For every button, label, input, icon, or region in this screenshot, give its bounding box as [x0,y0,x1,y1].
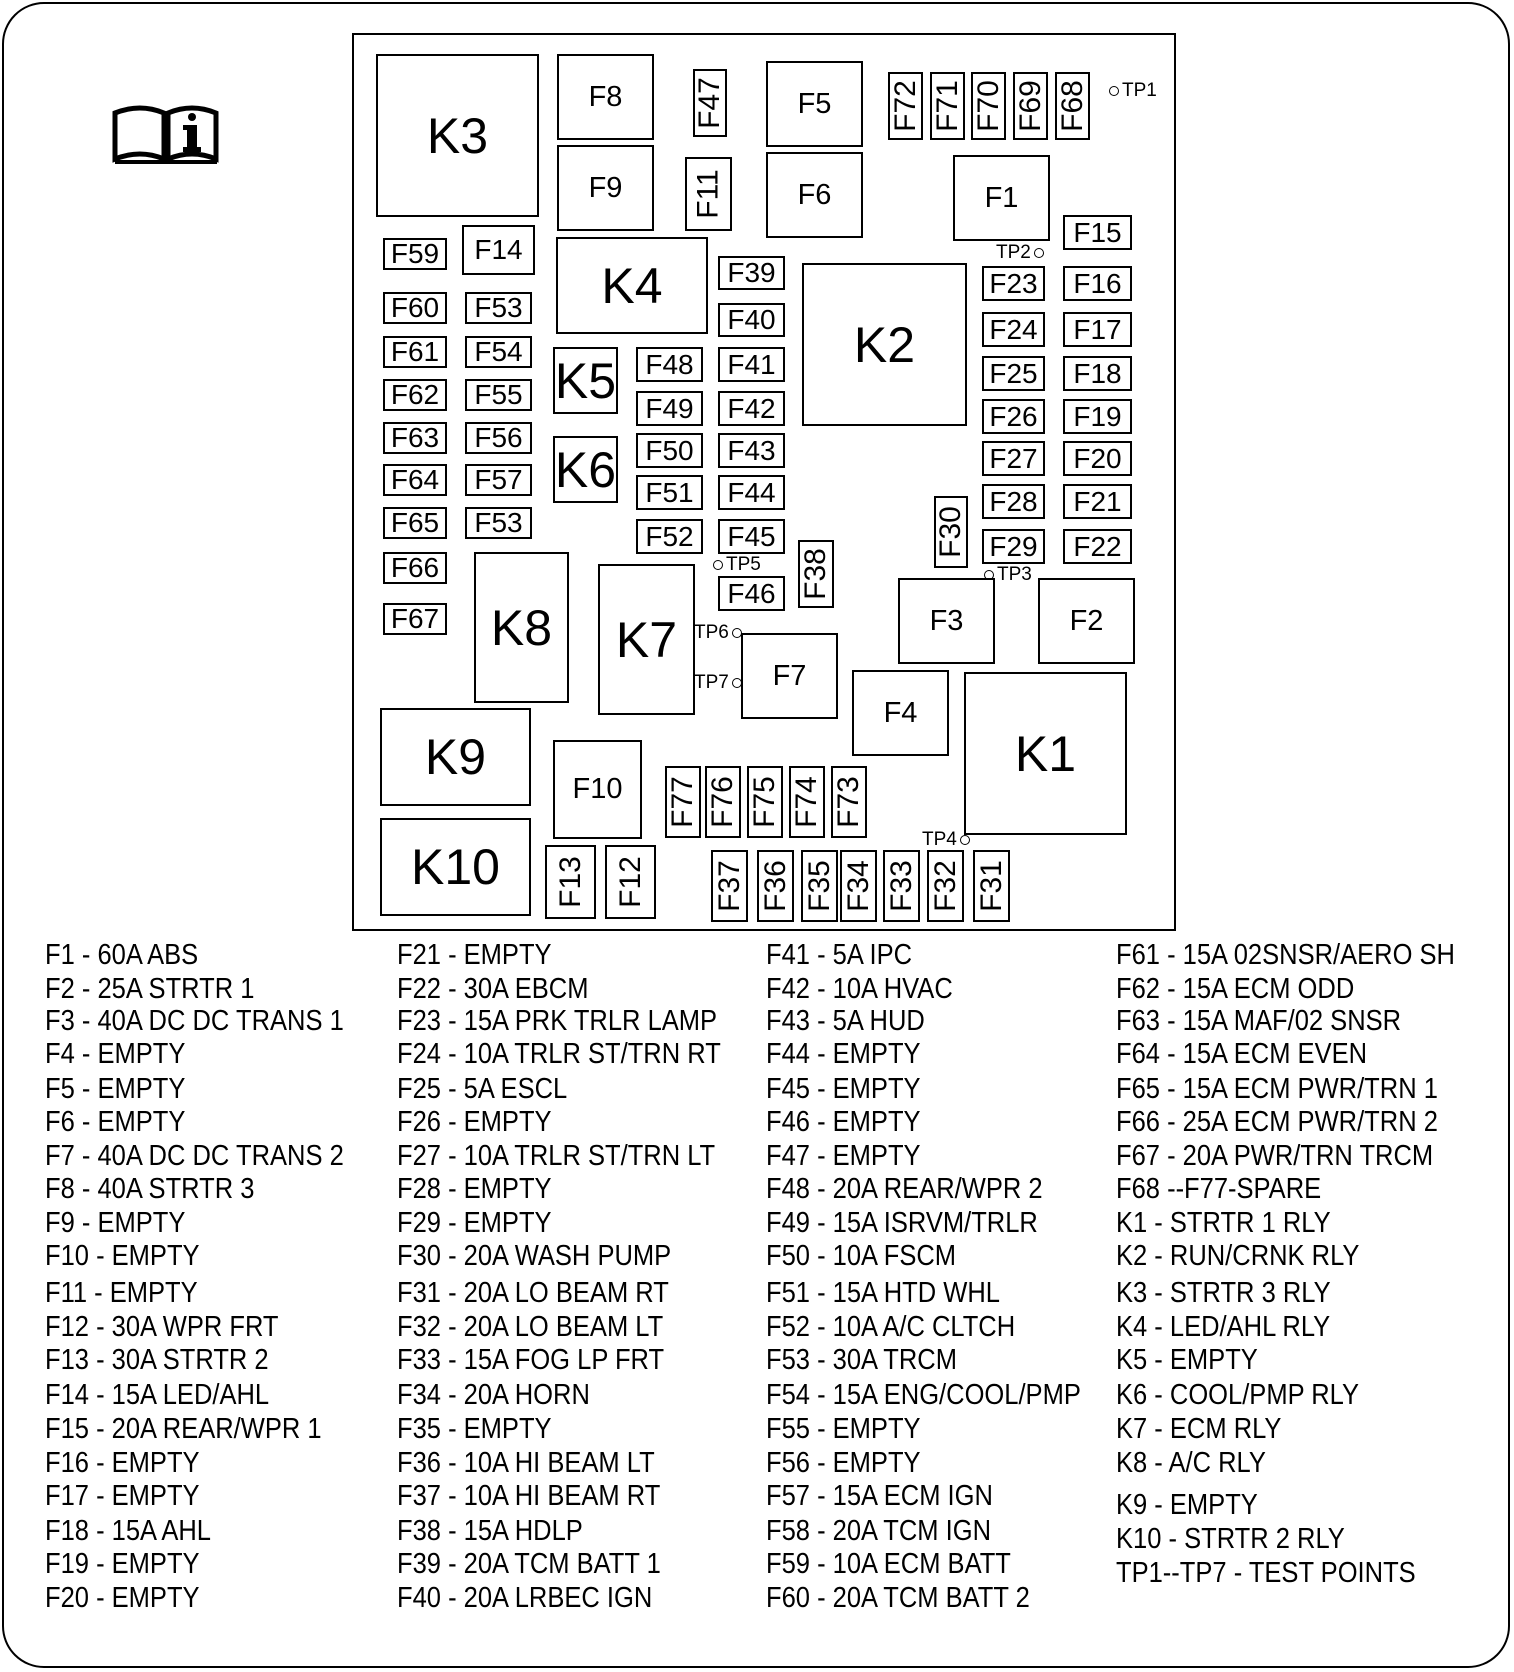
legend-entry: F31 - 20A LO BEAM RT [397,1277,669,1309]
fuse-label-f15: F15 [1073,216,1122,248]
legend-entry: F61 - 15A 02SNSR/AERO SH [1116,939,1455,971]
fuse-f56 [465,422,532,454]
legend-entry: F58 - 20A TCM IGN [766,1515,992,1547]
fuse-f3 [898,578,995,664]
legend-entry: F2 - 25A STRTR 1 [45,973,255,1005]
legend-entry: F39 - 20A TCM BATT 1 [397,1548,661,1580]
relay-label-k8: K8 [490,599,553,656]
legend-entry: K4 - LED/AHL RLY [1116,1311,1331,1343]
legend-entry: F56 - EMPTY [766,1447,921,1479]
legend-entry: F48 - 20A REAR/WPR 2 [766,1173,1043,1205]
relay-k1 [964,672,1127,835]
fuse-label-f61: F61 [390,336,440,367]
legend-entry: F12 - 30A WPR FRT [45,1311,279,1343]
legend-entry: F49 - 15A ISRVM/TRLR [766,1207,1038,1239]
fuse-f36 [757,850,794,922]
fuse-f52 [636,519,703,554]
info-manual-icon [112,103,220,165]
fuse-label-f21: F21 [1073,485,1122,517]
fuse-f11 [685,157,732,231]
legend-entry: K8 - A/C RLY [1116,1447,1266,1479]
legend-entry: F38 - 15A HDLP [397,1515,583,1547]
fuse-f76 [705,766,741,838]
relay-label-k5: K5 [554,352,617,409]
fuse-f51 [636,475,703,510]
legend-entry: F21 - EMPTY [397,939,552,971]
legend-entry: F43 - 5A HUD [766,1005,925,1037]
fuse-f39 [718,256,785,290]
relay-label-k1: K1 [1014,725,1077,782]
fuse-f64 [383,464,447,496]
fuse-label-f16: F16 [1073,267,1122,299]
legend-entry: F41 - 5A IPC [766,939,913,971]
fuse-label-f51: F51 [645,476,694,508]
fuse-f6 [766,152,863,238]
fuse-f10 [553,740,642,839]
fuse-f55 [465,379,532,411]
legend-entry: K6 - COOL/PMP RLY [1116,1379,1359,1411]
legend-entry: F28 - EMPTY [397,1173,552,1205]
fuse-label-f18: F18 [1073,357,1122,389]
fuse-label-f70: F70 [971,80,1005,132]
fuse-f73 [831,766,867,838]
fuse-label-f62: F62 [390,379,440,410]
legend-entry: F8 - 40A STRTR 3 [45,1173,255,1205]
fuse-f41 [718,347,785,382]
fuse-f30 [934,496,968,568]
fuse-f43 [718,433,785,468]
fuse-f25 [982,356,1045,391]
fuse-label-f17: F17 [1073,313,1122,345]
fuse-f20 [1063,441,1132,476]
legend-entry: F13 - 30A STRTR 2 [45,1344,269,1376]
test-point-tp7 [694,672,745,694]
legend-entry: F25 - 5A ESCL [397,1073,568,1105]
test-point-dot [732,628,742,638]
fuse-label-f35: F35 [802,860,836,912]
fuse-f74 [789,766,825,838]
fuse-label-f74: F74 [790,776,824,828]
fuse-f31 [973,850,1010,922]
legend-entry: K3 - STRTR 3 RLY [1116,1277,1331,1309]
fuse-f57 [465,464,532,496]
fuse-f2 [1038,578,1135,664]
fuse-f38 [798,540,834,608]
fuse-f19 [1063,399,1132,434]
fuse-f47 [693,69,727,137]
legend-entry: F9 - EMPTY [45,1207,186,1239]
fuse-f69 [1013,72,1048,140]
legend-entry: F4 - EMPTY [45,1038,186,1070]
fuse-label-f28: F28 [989,485,1038,517]
fuse-f75 [747,766,783,838]
fuse-label-f9: F9 [588,171,623,204]
legend-entry: F6 - EMPTY [45,1106,186,1138]
legend-entry: F27 - 10A TRLR ST/TRN LT [397,1140,716,1172]
fuse-label-f11: F11 [691,169,725,219]
fuse-f4 [852,670,949,756]
relay-k10 [380,818,531,916]
fuse-label-f48: F48 [645,348,694,380]
fuse-label-f40: F40 [727,304,776,335]
test-point-tp6 [694,622,745,644]
fuse-f65 [383,507,447,539]
fuse-f5 [766,61,863,147]
legend-entry: F5 - EMPTY [45,1073,186,1105]
legend-entry: K9 - EMPTY [1116,1489,1258,1521]
fuse-label-f75: F75 [748,776,782,828]
legend-entry: K7 - ECM RLY [1116,1413,1282,1445]
legend-entry: F36 - 10A HI BEAM LT [397,1447,655,1479]
fuse-label-f72: F72 [888,80,922,132]
fuse-f53 [465,292,532,324]
fuse-f71 [930,72,965,140]
fuse-label-f49: F49 [645,392,694,424]
fuse-f33 [883,850,920,922]
fuse-f17 [1063,312,1132,347]
fuse-label-f4: F4 [883,696,918,729]
fuse-f37 [711,850,748,922]
fuse-label-f2: F2 [1069,604,1104,637]
fuse-label-f20: F20 [1073,442,1122,474]
fuse-label-f76: F76 [706,776,740,828]
legend-entry: F14 - 15A LED/AHL [45,1379,270,1411]
fuse-label-f34: F34 [841,860,875,912]
test-point-tp4 [922,829,973,851]
fuse-label-f26: F26 [989,400,1038,432]
fuse-f16 [1063,266,1132,301]
legend-entry: F20 - EMPTY [45,1582,200,1614]
fuse-f72 [888,72,923,140]
fuse-label-f44: F44 [727,476,776,508]
fuse-f49 [636,391,703,426]
relay-k7 [598,564,695,715]
fuse-f27 [982,441,1045,476]
test-point-label: TP7 [694,672,729,693]
fuse-f50 [636,433,703,468]
fuse-f58 [465,507,532,539]
relay-k2 [802,263,967,426]
test-point-tp5 [710,554,761,576]
fuse-label-f41: F41 [727,348,776,380]
legend-entry: F42 - 10A HVAC [766,973,953,1005]
fuse-f68 [1055,72,1090,140]
relay-label-k7: K7 [615,611,678,668]
fuse-label-f38: F38 [799,548,833,600]
fuse-f62 [383,379,447,411]
legend-entry: F33 - 15A FOG LP FRT [397,1344,665,1376]
fuse-f15 [1063,215,1132,250]
fuse-label-f56: F56 [474,422,523,453]
fuse-f44 [718,475,785,510]
fuse-label-f53: F53 [474,292,523,323]
fuse-f9 [557,145,654,231]
fuse-f12 [605,845,656,919]
fuse-f45 [718,519,785,554]
fuse-label-f59: F59 [390,238,440,269]
fuse-f40 [718,303,785,337]
fuse-f34 [840,850,877,922]
relay-label-k4: K4 [601,257,663,314]
test-point-label: TP4 [922,829,957,850]
fuse-f32 [927,850,964,922]
test-point-label: TP5 [726,554,761,575]
fuse-f61 [383,336,447,368]
legend-entry: F32 - 20A LO BEAM LT [397,1311,664,1343]
legend-entry: F10 - EMPTY [45,1240,200,1272]
fuse-f7 [741,633,838,719]
fuse-label-f22: F22 [1073,530,1122,562]
test-point-label: TP6 [694,622,729,643]
fuse-label-f64: F64 [390,464,440,495]
legend-entry: F46 - EMPTY [766,1106,921,1138]
legend-entry: F18 - 15A AHL [45,1515,211,1547]
fuse-label-f55: F55 [474,379,523,410]
fuse-label-f32: F32 [928,860,962,912]
fuse-f67 [383,603,447,635]
legend-entry: K1 - STRTR 1 RLY [1116,1207,1331,1239]
test-point-tp3 [981,564,1032,586]
fuse-f77 [665,766,701,838]
fuse-f13 [545,845,596,919]
relay-k6 [553,436,618,503]
legend-entry: K5 - EMPTY [1116,1344,1258,1376]
fuse-f59 [383,238,447,270]
fuse-label-f60: F60 [390,292,440,323]
legend-entry: F67 - 20A PWR/TRN TRCM [1116,1140,1434,1172]
fuse-label-f73: F73 [832,776,866,828]
test-point-tp1 [1106,80,1157,102]
fuse-label-f5: F5 [797,87,832,120]
legend-entry: F51 - 15A HTD WHL [766,1277,1000,1309]
legend-entry: F57 - 15A ECM IGN [766,1480,993,1512]
legend-entry: F16 - EMPTY [45,1447,200,1479]
legend-entry: F15 - 20A REAR/WPR 1 [45,1413,322,1445]
fuse-f29 [982,529,1045,564]
fuse-label-f52: F52 [645,520,694,552]
fuse-label-f58: F53 [474,507,523,538]
legend-entry: F50 - 10A FSCM [766,1240,957,1272]
fuse-label-f3: F3 [929,604,964,637]
fuse-label-f46: F46 [727,577,776,609]
legend-entry: F1 - 60A ABS [45,939,199,971]
legend-entry: F62 - 15A ECM ODD [1116,973,1355,1005]
fuse-label-f12: F12 [613,856,647,908]
test-point-dot [1109,86,1119,96]
legend-entry: F23 - 15A PRK TRLR LAMP [397,1005,718,1037]
legend-entry: F68 --F77-SPARE [1116,1173,1322,1205]
legend-entry: F64 - 15A ECM EVEN [1116,1038,1368,1070]
relay-k9 [380,708,531,806]
test-point-dot [732,678,742,688]
legend-entry: F45 - EMPTY [766,1073,921,1105]
test-point-dot [960,835,970,845]
relay-label-k6: K6 [554,441,617,498]
legend-entry: F44 - EMPTY [766,1038,921,1070]
fuse-f54 [465,336,532,368]
fuse-label-f39: F39 [727,257,776,288]
fuse-label-f71: F71 [930,80,964,132]
legend-entry: F3 - 40A DC DC TRANS 1 [45,1005,344,1037]
fuse-label-f25: F25 [989,357,1038,389]
fuse-f28 [982,484,1045,519]
legend-entry: K2 - RUN/CRNK RLY [1116,1240,1360,1272]
fuse-label-f57: F57 [474,464,523,495]
legend-entry: F53 - 30A TRCM [766,1344,958,1376]
test-point-label: TP3 [997,564,1032,585]
legend-entry: F35 - EMPTY [397,1413,552,1445]
legend-entry: F22 - 30A EBCM [397,973,589,1005]
relay-label-k10: K10 [411,839,500,895]
fuse-label-f47: F47 [693,77,727,129]
legend-entry: F29 - EMPTY [397,1207,552,1239]
relay-k3 [376,54,539,217]
fuse-f14 [462,225,535,275]
fuse-label-f77: F77 [666,776,700,828]
legend-entry: F47 - EMPTY [766,1140,921,1172]
legend-entry: F30 - 20A WASH PUMP [397,1240,672,1272]
fuse-label-f19: F19 [1073,400,1122,432]
fuse-label-f29: F29 [989,530,1038,562]
relay-label-k9: K9 [424,729,487,785]
legend-entry: F34 - 20A HORN [397,1379,590,1411]
test-point-label: TP2 [996,242,1031,263]
fuse-f63 [383,422,447,454]
legend-entry: F54 - 15A ENG/COOL/PMP [766,1379,1081,1411]
legend-entry: F17 - EMPTY [45,1480,200,1512]
fuse-f18 [1063,356,1132,391]
legend-entry: F19 - EMPTY [45,1548,200,1580]
legend-entry: F65 - 15A ECM PWR/TRN 1 [1116,1073,1438,1105]
fuse-label-f1: F1 [984,181,1019,214]
fuse-f1 [953,155,1050,241]
legend-entry: K10 - STRTR 2 RLY [1116,1523,1345,1555]
fuse-label-f65: F65 [390,507,440,538]
legend-entry: F40 - 20A LRBEC IGN [397,1582,653,1614]
fuse-f22 [1063,529,1132,564]
test-point-tp2 [996,242,1047,264]
fuse-label-f66: F66 [390,552,440,583]
relay-label-k2: K2 [853,316,916,373]
fuse-f66 [383,552,447,584]
fuse-f42 [718,391,785,426]
legend-entry: TP1--TP7 - TEST POINTS [1116,1557,1416,1589]
fuse-label-f23: F23 [989,267,1038,299]
relay-k5 [553,347,618,414]
fuse-label-f50: F50 [645,434,694,466]
fuse-label-f43: F43 [727,434,776,466]
test-point-dot [984,570,994,580]
relay-label-k3: K3 [426,107,489,164]
fuse-label-f27: F27 [989,442,1038,474]
fuse-label-f7: F7 [772,659,807,692]
fuse-label-f6: F6 [797,178,832,211]
legend-entry: F60 - 20A TCM BATT 2 [766,1582,1030,1614]
legend-entry: F52 - 10A A/C CLTCH [766,1311,1016,1343]
relay-k4 [556,237,708,334]
fuse-label-f69: F69 [1013,80,1047,132]
fuse-label-f42: F42 [727,392,776,424]
fuse-f35 [801,850,838,922]
relay-k8 [474,552,569,703]
fuse-label-f63: F63 [390,422,440,453]
fuse-f23 [982,266,1045,301]
fuse-f46 [718,576,785,611]
fuse-label-f68: F68 [1055,80,1089,132]
legend-entry: F37 - 10A HI BEAM RT [397,1480,661,1512]
legend-entry: F26 - EMPTY [397,1106,552,1138]
fuse-label-f36: F36 [758,860,792,912]
fuse-label-f30: F30 [934,506,968,558]
fuse-label-f54: F54 [474,336,523,367]
fuse-f48 [636,347,703,382]
legend-entry: F63 - 15A MAF/02 SNSR [1116,1005,1402,1037]
fuse-f60 [383,292,447,324]
fuse-f70 [971,72,1006,140]
fuse-f24 [982,312,1045,347]
test-point-dot [713,560,723,570]
fuse-f8 [557,54,654,140]
legend-entry: F7 - 40A DC DC TRANS 2 [45,1140,344,1172]
fuse-f26 [982,399,1045,434]
fuse-label-f37: F37 [712,860,746,912]
legend-entry: F11 - EMPTY [45,1277,198,1309]
legend-entry: F66 - 25A ECM PWR/TRN 2 [1116,1106,1438,1138]
fuse-label-f24: F24 [989,313,1038,345]
fuse-label-f33: F33 [884,860,918,912]
fuse-label-f45: F45 [727,520,776,552]
legend-entry: F59 - 10A ECM BATT [766,1548,1011,1580]
fuse-label-f31: F31 [974,860,1008,912]
fuse-label-f8: F8 [588,80,623,113]
test-point-dot [1034,248,1044,258]
legend-entry: F24 - 10A TRLR ST/TRN RT [397,1038,721,1070]
fuse-label-f10: F10 [572,773,623,805]
test-point-label: TP1 [1122,80,1157,101]
fuse-label-f13: F13 [553,856,587,908]
fuse-label-f14: F14 [474,234,523,265]
fuse-box-diagram [352,33,1176,931]
fuse-label-f67: F67 [390,603,440,634]
legend-entry: F55 - EMPTY [766,1413,921,1445]
fuse-f21 [1063,484,1132,519]
